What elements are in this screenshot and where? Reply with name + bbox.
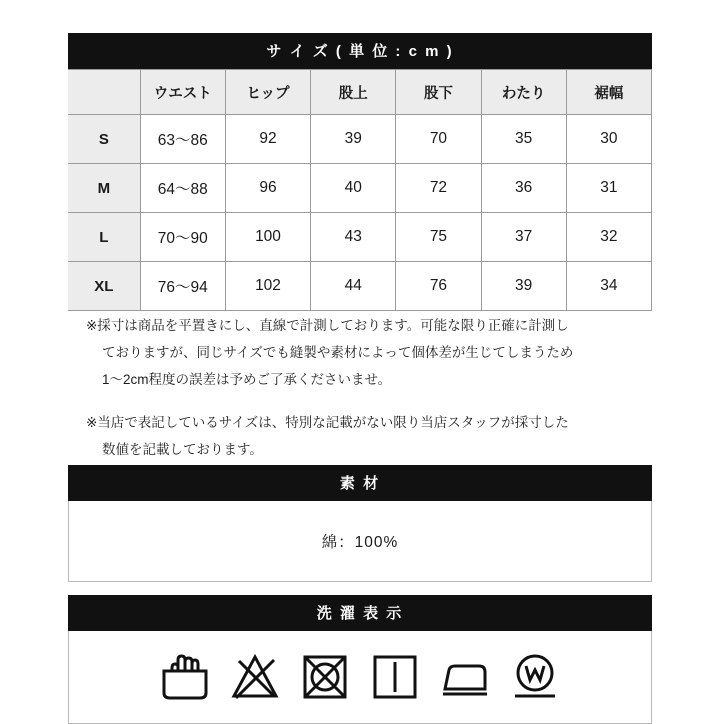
size-table	[68, 69, 652, 311]
column-header-hem: 裾幅	[566, 70, 651, 115]
cell-s-rise: 39	[311, 115, 396, 164]
note-staff-line2: 数値を記載しております。	[102, 442, 263, 457]
material-section	[68, 465, 652, 582]
cell-m-waist: 64〜88	[140, 164, 225, 213]
table-row	[68, 164, 652, 213]
cell-m-hip: 96	[225, 164, 310, 213]
cell-l-inseam: 75	[396, 213, 481, 262]
no-bleach-icon	[229, 651, 281, 703]
column-header-waist: ウエスト	[140, 70, 225, 115]
table-corner-cell	[68, 70, 140, 115]
measurement-notes	[86, 312, 646, 479]
note-measurement-line2: ておりますが、同じサイズでも縫製や素材によって個体差が生じてしまうため	[102, 345, 574, 360]
table-header-row	[68, 70, 652, 115]
material-section-title: 素 材	[68, 465, 652, 501]
size-section-title: サ イ ズ ( 単 位 : c m )	[68, 33, 652, 69]
row-label-l: L	[68, 213, 140, 262]
wash-care-section	[68, 595, 652, 724]
note-staff-line1: ※当店で表記しているサイズは、特別な記載がない限り当店スタッフが採寸した	[86, 415, 569, 430]
table-row	[68, 115, 652, 164]
cell-m-inseam: 72	[396, 164, 481, 213]
wet-clean-icon	[509, 651, 561, 703]
cell-s-inseam: 70	[396, 115, 481, 164]
cell-xl-hip: 102	[225, 262, 310, 311]
hand-wash-icon	[159, 651, 211, 703]
column-header-inseam: 股下	[396, 70, 481, 115]
size-table-head	[68, 70, 652, 115]
row-label-xl: XL	[68, 262, 140, 311]
size-section	[68, 33, 652, 311]
cell-xl-thigh: 39	[481, 262, 566, 311]
column-header-thigh: わたり	[481, 70, 566, 115]
cell-s-waist: 63〜86	[140, 115, 225, 164]
wash-care-section-title: 洗 濯 表 示	[68, 595, 652, 631]
iron-low-icon	[439, 651, 491, 703]
cell-s-thigh: 35	[481, 115, 566, 164]
cell-s-hip: 92	[225, 115, 310, 164]
cell-xl-hem: 34	[566, 262, 651, 311]
table-row	[68, 213, 652, 262]
note-measurement-line3: 1〜2cm程度の誤差は予めご了承くださいませ。	[102, 372, 392, 387]
column-header-hip: ヒップ	[225, 70, 310, 115]
cell-l-rise: 43	[311, 213, 396, 262]
cell-m-thigh: 36	[481, 164, 566, 213]
table-row	[68, 262, 652, 311]
cell-l-hip: 100	[225, 213, 310, 262]
cell-xl-inseam: 76	[396, 262, 481, 311]
cell-m-hem: 31	[566, 164, 651, 213]
cell-l-waist: 70〜90	[140, 213, 225, 262]
cell-l-hem: 32	[566, 213, 651, 262]
material-value: 綿：100%	[68, 501, 652, 582]
line-dry-icon	[369, 651, 421, 703]
note-measurement	[86, 312, 646, 393]
wash-care-icons	[68, 631, 652, 724]
column-header-rise: 股上	[311, 70, 396, 115]
cell-xl-rise: 44	[311, 262, 396, 311]
cell-m-rise: 40	[311, 164, 396, 213]
cell-s-hem: 30	[566, 115, 651, 164]
no-tumble-dry-icon	[299, 651, 351, 703]
row-label-m: M	[68, 164, 140, 213]
size-table-body	[68, 115, 652, 311]
note-measurement-line1: ※採寸は商品を平置きにし、直線で計測しております。可能な限り正確に計測し	[86, 318, 569, 333]
note-staff	[86, 409, 646, 463]
row-label-s: S	[68, 115, 140, 164]
cell-xl-waist: 76〜94	[140, 262, 225, 311]
cell-l-thigh: 37	[481, 213, 566, 262]
